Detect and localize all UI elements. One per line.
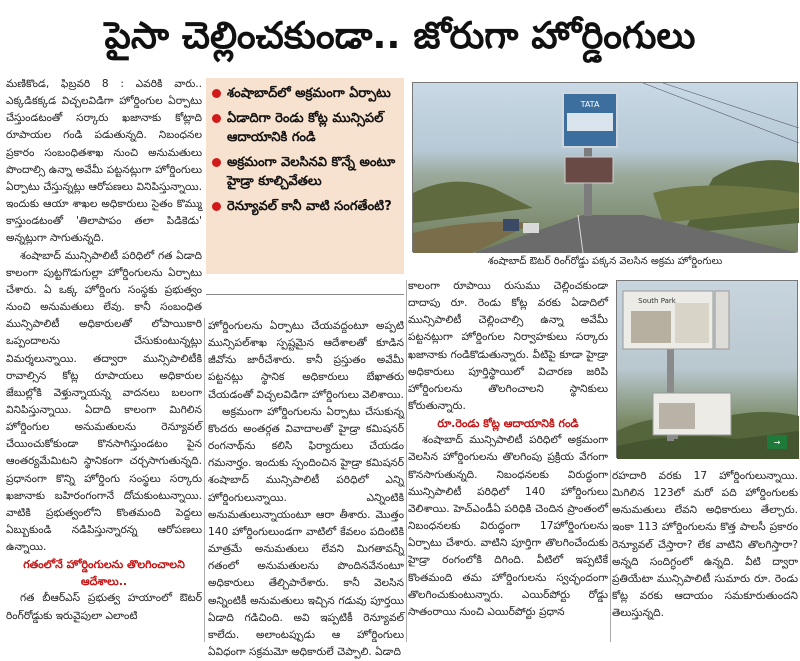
highlight-item <box>212 153 398 191</box>
col2-paragraph-2: అక్రమంగా హోర్డింగులను ఏర్పాటు చేసుకున్న కొందరు అంతర్గత వివాదాలతో హైడ్రా కమిషనర్ రంగనాథ్‌ను కలిసి ఫిర్యాదులు చేయడం గమనార్హం. ఇందుకు స్పందించిన హైడ్రా కమిషనర్ శంషాబాద్ మున్సిపాలిటీ పరిధిలో ఎన్ని హోర్డింగులున్నాయి. ఎన్నింటికి అనుమతులున్నాయంటూ ఆరా తీశారు. మొత్తం 140 హోర్డింగులుండగా వాటిలో కేవలం పదింటికి మాత్రమే అనుమతులు లేవని మిగతావన్నీ గతంలో అనుమతులను పొందినవేనంటూ అధికారులు తేల్చిపారేశారు. కానీ వెలసిన అన్నింటికీ అనుమతులు ఇచ్చిన గడువు పూర్తయి ఏడాది గడిచింది. అవి ఇప్పటికీ రెన్యూవల్ కాలేదు. అలాంటప్పుడు ఆ హోర్డింగులు ఏవిధంగా సక్రమమో అధికారులే చెప్పాలి. ఏడాది <box>208 405 404 658</box>
bullet-icon <box>212 202 221 211</box>
section-divider <box>206 294 404 295</box>
col1-subhead: గతంలోనే హోర్డింగులను తొలగించాలని ఆదేశాలు.. <box>23 558 185 589</box>
article-column-3 <box>408 278 608 642</box>
col1-paragraph-3: గత బీఆర్ఎస్ ప్రభుత్వ హయాంలో ఔటర్ రింగ్‌రోడ్డుకు ఇరువైపులా ఎలాంటి <box>6 592 202 622</box>
news-photo-highway-hoardings <box>412 82 798 252</box>
article-column-2 <box>208 318 404 658</box>
col3-paragraph-2: శంషాబాద్ మున్సిపాలిటీ పరిధిలో అక్రమంగా వెలసిన హోర్డింగులను తొలగింపు ప్రక్రియ వేగంగా కొనసాగుతున్నది. నిబంధనలకు విరుద్ధంగా మున్సిపాలిటీ పరిధిలో 140 హోర్డింగులు వెలిశాయి. హెచ్ఎండీఏ పరిధికి చెందిన ప్రాంతంలో నిబంధనలకు విరుద్ధంగా 17హోర్డింగులను ఏర్పాటు చేశారు. వాటిని పూర్తిగా తొలగించేందుకు హైడ్రా రంగంలోకి దిగింది. వీటిలో ఇప్పటికే కొంతమంది తమ హోర్డింగులను స్వచ్ఛందంగా తొలగించుకుంటున్నారు. ఎయిర్‌పోర్టు రోడ్డు సాతంరాయి నుంచి ఎయిర్‌పోర్టు ప్రధాన <box>408 434 608 618</box>
article-column-1 <box>6 76 202 642</box>
highlight-item <box>212 109 398 147</box>
road-sign-text: → <box>773 438 781 447</box>
highlight-text: శంషాబాద్‌లో అక్రమంగా ఏర్పాటు <box>227 86 391 101</box>
col1-paragraph-2: శంషాబాద్ మున్సిపాలిటీ పరిధిలో గత ఏడాది కాలంగా పుట్టగొడుగుల్లా హోర్డింగులను ఏర్పాటు చేశారు. ఏ ఒక్క హోర్డింగు సంస్థకు ప్రభుత్వం నుంచి అనుమతులు లేవు. కానీ సంబంధిత మున్సిపాలిటీ అధికారులతో లోపాయికారి ఒప్పందాలను చేసుకుంటున్నట్లు విమర్శలున్నాయి. తద్వారా మున్సిపాలిటీకి రావాల్సిన కోట్ల రూపాయలు అధికారుల జేబుల్లోకి వెళ్తున్నాయన్న వాదనలు బలంగా వినిపిస్తున్నాయి. ఏదాది కాలంగా మిగిలిన హోర్డింగుల అనుమతులను రెన్యూవల్ చేయించుకోకుండా కొనసాగిస్తుండటం పైన ఆంతర్యమేమిటని స్థానికంగా చర్చసాగుతున్నది. ప్రధానంగా కొన్ని హోర్డింగు సంస్థలు సర్కారు ఖజానాకు బహిరంగంగానే దోచుకుంటున్నాయి. వాటికి ప్రభుత్వంలోని కొంతమంది పెద్దలు ఏబ్బుకుండి నడిపిస్తున్నారన్న ఆరోపణలు ఉన్నాయి. <box>6 249 202 554</box>
col2-paragraph-1: హోర్డింగులను ఏర్పాటు చేయవద్దంటూ అప్పటి మున్సిపల్‌శాఖ స్పష్టమైన ఆదేశాలతో కూడిన జీవోను జారీచేశారు. కానీ ప్రస్తుతం అవేమీ పట్టనట్లు స్థానిక అధికారులు బేఖాతరు చేయడంతో విచ్చలవిడిగా హోర్డింగులు వెలిశాయి. <box>208 320 404 401</box>
headline: పైసా చెల్లించకుండా.. జోరుగా హోర్డింగులు <box>104 14 696 57</box>
photo-illustration <box>617 281 799 459</box>
bullet-icon <box>212 114 221 123</box>
highlight-item <box>212 197 398 216</box>
column-divider <box>610 470 611 642</box>
col3-paragraph-1: కాలంగా రూపాయి రుసుము చెల్లించకుండా దాదాపు రూ. రెండు కోట్ల వరకు ఏడాదిలో మున్సిపాలిటీ చెల్లించాల్సి ఉన్నా అవేమీ పట్టనట్లుగా హోర్డింగుల నిర్వాహకులు సర్కారు ఖజానాకు గండికొడుతున్నారు. వీటిపై కూడా హైడ్రా అధికారులు పూర్తిస్థాయిలో విచారణ జరిపి హోర్డింగులను తొలగించాలని స్థానికులు కోరుతున్నారు. <box>408 280 608 413</box>
highlight-text: రెన్యూవల్ కానీ వాటి సంగతేంటి? <box>227 199 392 214</box>
column-divider <box>204 318 205 642</box>
photo-illustration <box>413 83 799 253</box>
column-divider <box>406 280 407 642</box>
billboard-2-text: South Park <box>638 297 676 305</box>
highlight-text: ఏడాదిగా రెండు కోట్ల మున్సిపల్ ఆదాయానికి గండి <box>227 111 384 145</box>
bullet-icon <box>212 89 221 98</box>
col1-paragraph-1: మణికొండ, ఫిబ్రవరి 8 : ఎవరికి వారు.. ఎక్కడికక్కడ విచ్చలవిడిగా హోర్డింగుల ఏర్పాటు చేస్తుండటంతో సర్కారు ఖజానాకు కోట్లాది రూపాయల గండి పడుతున్నది. నిబంధనల ప్రకారం సంబంధితశాఖ నుంచి అనుమతులు పొందాల్సి ఉన్నా అవేమీ పట్టనట్లుగా హోర్డింగులు ఏర్పాటు చేస్తున్నట్లు ఆరోపణలు వినిపిస్తున్నాయి. ఇందుకు ఆయా శాఖల అధికారులు సైతం కొమ్ము కాస్తుండటంతో 'తిలాపాపం తలా పిడికెడు' అన్నట్లుగా సాగుతున్నది. <box>6 78 202 245</box>
article-column-4 <box>612 468 798 642</box>
highlights-box <box>206 78 404 274</box>
col3-subhead: రూ.రెండు కోట్ల ఆదాయానికి గండి <box>437 417 579 431</box>
highlight-item <box>212 84 398 103</box>
billboard-1-text: TATA <box>580 100 600 109</box>
highlight-text: అక్రమంగా వెలసినవి కొన్నే అంటూ హైడ్రా కూల్చివేతలు <box>227 155 396 189</box>
col4-paragraph-1: రహదారి వరకు 17 హోర్డింగులున్నాయి. మిగిలిన 123లో మరో పది హోర్డింగులకు అనుమతులు లేవని అధికారులు తేల్చారు. ఇంకా 113 హోర్డింగులను కొత్త పాలసీ ప్రకారం రెన్యూవల్ చేస్తారా? లేక వాటిని తొలగిస్తారా? అన్నది సందిగ్ధంలో ఉన్నది. వీటి ద్వారా ప్రతియేటా మున్సిపాలిటీ సుమారు రూ. రెండు కోట్ల వరకు ఆదాయం సమకూరుతుందని తెలుస్తున్నది. <box>612 470 798 620</box>
news-photo-billboards <box>616 280 798 458</box>
bullet-icon <box>212 158 221 167</box>
photo-caption: శంషాబాద్ ఔటర్ రింగ్‌రోడ్డు పక్కన వెలసిన అక్రమ హోర్డింగులు <box>487 256 723 267</box>
